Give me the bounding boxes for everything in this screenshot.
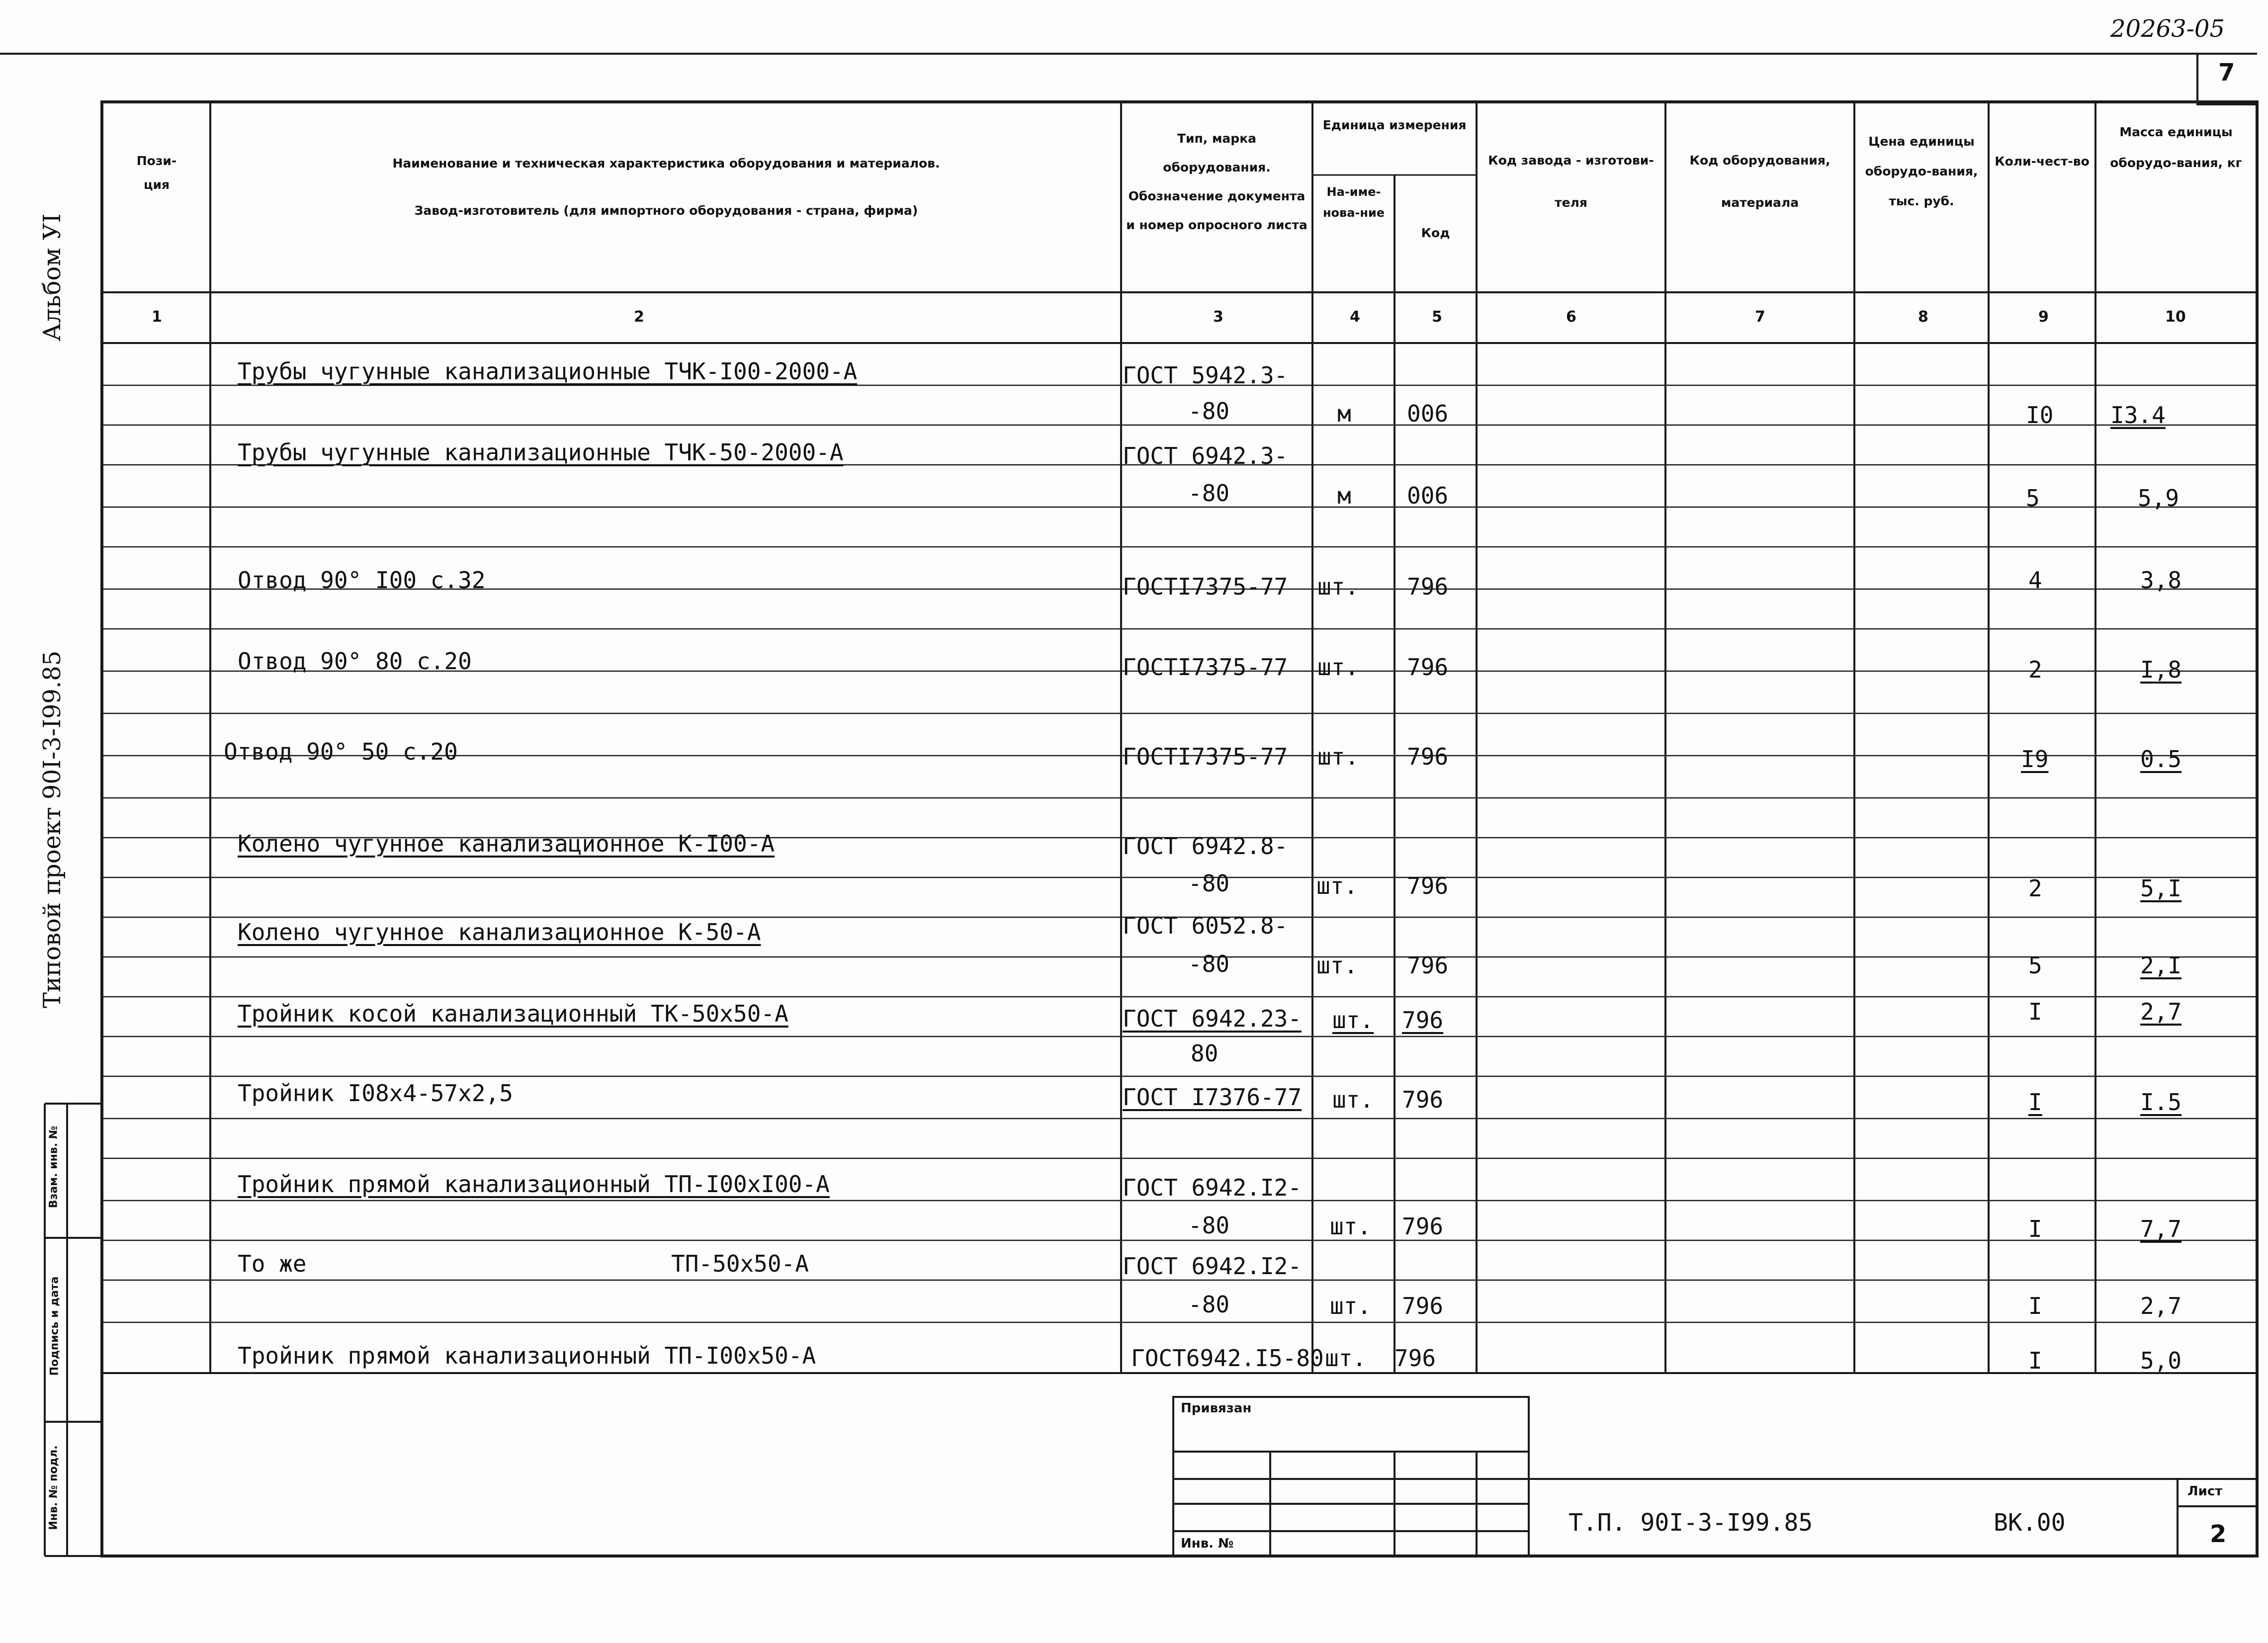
table-row-qty: 5	[2028, 952, 2042, 979]
table-row-doc: ГОСТ 6942.3-	[1123, 442, 1288, 469]
column-number: 4	[1350, 308, 1360, 326]
table-row-qty: I	[2028, 998, 2042, 1025]
table-row-name: Трубы чугунные канализационные ТЧК-I00-2000-А	[238, 358, 858, 385]
table-row-code: 796	[1407, 952, 1449, 979]
table-row-mass: 0.5	[2140, 746, 2182, 773]
header-name-line2: Завод-изготовитель (для импортного оборудования - страна, фирма)	[414, 203, 918, 218]
sheet-label: Лист	[2187, 1484, 2223, 1499]
header-doc-type: Тип, марка оборудования. Обозначение документа и номер опросного листа	[1126, 131, 1308, 232]
table-row-mass: 2,I	[2140, 952, 2182, 979]
stamp-label-original: Инв. № подл.	[47, 1445, 60, 1530]
column-number: 2	[634, 308, 644, 326]
table-row-doc: ГОСТ 6942.23-	[1123, 1005, 1302, 1032]
table-row-doc-cont: -80	[1188, 1212, 1230, 1239]
inventory-label: Инв. №	[1181, 1536, 1234, 1551]
table-row-qty: 2	[2028, 656, 2042, 683]
header-unit-code: Код	[1421, 226, 1450, 240]
table-row-name: Колено чугунное канализационное К-I00-А	[238, 830, 775, 857]
table-row-mass: I.5	[2140, 1089, 2182, 1116]
table-row-doc-cont: -80	[1188, 398, 1230, 425]
table-row-name: Тройник прямой канализационный ТП-I00х50-А	[238, 1342, 816, 1369]
table-row-doc-cont: -80	[1188, 480, 1230, 507]
header-name-line1: Наименование и техническая характеристика оборудования и материалов.	[392, 156, 940, 171]
table-row-name: Отвод 90° 50 с.20	[224, 738, 458, 765]
table-row-doc-cont: 80	[1191, 1040, 1219, 1067]
table-row-qty: 4	[2028, 567, 2042, 594]
stamp-label-signature: Подпись и дата	[48, 1276, 61, 1376]
table-row-code: 796	[1395, 1345, 1436, 1372]
header-unit-mass: Масса единицы оборудо-вания, кг	[2110, 125, 2242, 170]
table-row-mass: I3.4	[2110, 402, 2166, 429]
table-row-mass: 5,0	[2140, 1347, 2182, 1374]
table-row-code: 796	[1407, 872, 1449, 899]
column-number: 9	[2038, 308, 2049, 326]
table-row-doc: ГОСТ 6942.I2-	[1123, 1174, 1302, 1201]
table-row-mass: 5,9	[2138, 485, 2180, 512]
drawing-designation: Т.П. 90I-3-I99.85	[1569, 1509, 1813, 1537]
header-unit-name: На-име-нова-ние	[1322, 185, 1385, 220]
table-row-qty: I	[2028, 1347, 2042, 1374]
table-row-unit: м	[1337, 482, 1351, 509]
table-row-doc: ГОСТI7375-77	[1123, 654, 1288, 681]
table-row-name: Тройник прямой канализационный ТП-I00хI00-А	[238, 1171, 830, 1198]
table-row-qty: I	[2028, 1293, 2042, 1319]
table-row-name: Трубы чугунные канализационные ТЧК-50-2000-А	[238, 439, 844, 466]
table-row-doc-cont: -80	[1188, 951, 1230, 977]
header-unit-price: Цена единицы оборудо-вания, тыс. руб.	[1865, 134, 1978, 208]
table-row-qty: I	[2028, 1215, 2042, 1242]
header-unit-group: Единица измерения	[1322, 118, 1467, 132]
table-row-unit: шт.	[1332, 1007, 1374, 1034]
header-equipment-code: Код оборудования, материала	[1689, 153, 1831, 210]
table-row-qty: 5	[2026, 485, 2040, 512]
table-row-code: 006	[1407, 400, 1449, 427]
header-position: Пози- ция	[136, 154, 177, 192]
table-row-mass: 7,7	[2140, 1215, 2182, 1242]
table-row-doc: ГОСТ 5942.3-	[1123, 362, 1288, 389]
page-box-number: 7	[2218, 59, 2235, 86]
table-row-name: То же	[238, 1250, 307, 1277]
column-number: 8	[1918, 308, 1928, 326]
column-number: 6	[1566, 308, 1576, 326]
table-row-doc: ГОСТ 6052.8-	[1123, 912, 1288, 939]
table-row-code: 796	[1402, 1293, 1444, 1319]
table-row-doc: ГОСТ 6942.I2-	[1123, 1253, 1302, 1280]
column-number: 3	[1213, 308, 1223, 326]
table-row-code: 796	[1402, 1007, 1444, 1034]
table-row-qty: I	[2028, 1089, 2042, 1116]
column-number: 5	[1432, 308, 1442, 326]
sheet-number: 2	[2210, 1520, 2227, 1548]
table-row-name: Колено чугунное канализационное К-50-А	[238, 919, 761, 946]
table-row-name: Отвод 90° 80 с.20	[238, 648, 472, 675]
table-row-mass: 2,7	[2140, 1293, 2182, 1319]
table-row-unit: шт.	[1330, 1293, 1372, 1319]
table-row-name: Тройник I08х4-57х2,5	[238, 1080, 513, 1107]
table-row-unit: шт.	[1317, 743, 1359, 770]
header-plant-code: Код завода - изготови-теля	[1488, 153, 1654, 210]
attached-label: Привязан	[1181, 1401, 1252, 1416]
table-row-qty: 2	[2028, 875, 2042, 902]
table-row-unit: шт.	[1332, 1086, 1374, 1113]
header-quantity: Коли-чест-во	[1995, 154, 2090, 169]
table-row-doc: ГОСТI7375-77	[1123, 573, 1288, 600]
table-row-code: 796	[1402, 1086, 1444, 1113]
table-row-qty: I9	[2021, 746, 2049, 773]
table-row-unit: шт.	[1330, 1213, 1372, 1240]
table-row-name-suffix: ТП-50х50-А	[671, 1250, 809, 1277]
table-row-unit: шт.	[1325, 1345, 1367, 1372]
table-row-doc: ГОСТ I7376-77	[1123, 1084, 1302, 1111]
drawing-section: ВК.00	[1994, 1509, 2066, 1537]
table-row-unit: шт.	[1316, 872, 1358, 899]
stamp-label-replaced: Взам. инв. №	[47, 1125, 60, 1209]
table-row-code: 006	[1407, 482, 1449, 509]
table-row-mass: 5,I	[2140, 875, 2182, 902]
doc-number: 20263-05	[2110, 15, 2225, 43]
table-row-doc-cont: -80	[1188, 870, 1230, 897]
table-row-unit: шт.	[1317, 654, 1359, 681]
table-row-mass: I,8	[2140, 656, 2182, 683]
table-row-code: 796	[1407, 573, 1449, 600]
table-row-code: 796	[1407, 743, 1449, 770]
column-number: 10	[2165, 308, 2186, 326]
table-row-doc: ГОСТ 6942.8-	[1123, 833, 1288, 860]
table-row-unit: шт.	[1316, 952, 1358, 979]
table-row-code: 796	[1402, 1213, 1444, 1240]
table-row-unit: шт.	[1317, 573, 1359, 600]
album-label: Альбом УI	[38, 213, 66, 342]
table-row-name: Тройник косой канализационный ТК-50х50-А	[238, 1000, 788, 1027]
table-row-name: Отвод 90° I00 с.32	[238, 567, 486, 594]
table-row-qty: I0	[2026, 402, 2054, 429]
table-row-unit: м	[1337, 400, 1351, 427]
table-row-mass: 2,7	[2140, 998, 2182, 1025]
table-row-mass: 3,8	[2140, 567, 2182, 594]
project-label: Типовой проект 90I-3-I99.85	[38, 650, 66, 1008]
table-row-doc: ГОСТI7375-77	[1123, 743, 1288, 770]
column-number: 7	[1755, 308, 1765, 326]
column-number: 1	[152, 308, 162, 326]
table-row-code: 796	[1407, 654, 1449, 681]
table-row-doc: ГОСТ6942.I5-80	[1131, 1345, 1324, 1372]
table-row-doc-cont: -80	[1188, 1291, 1230, 1318]
